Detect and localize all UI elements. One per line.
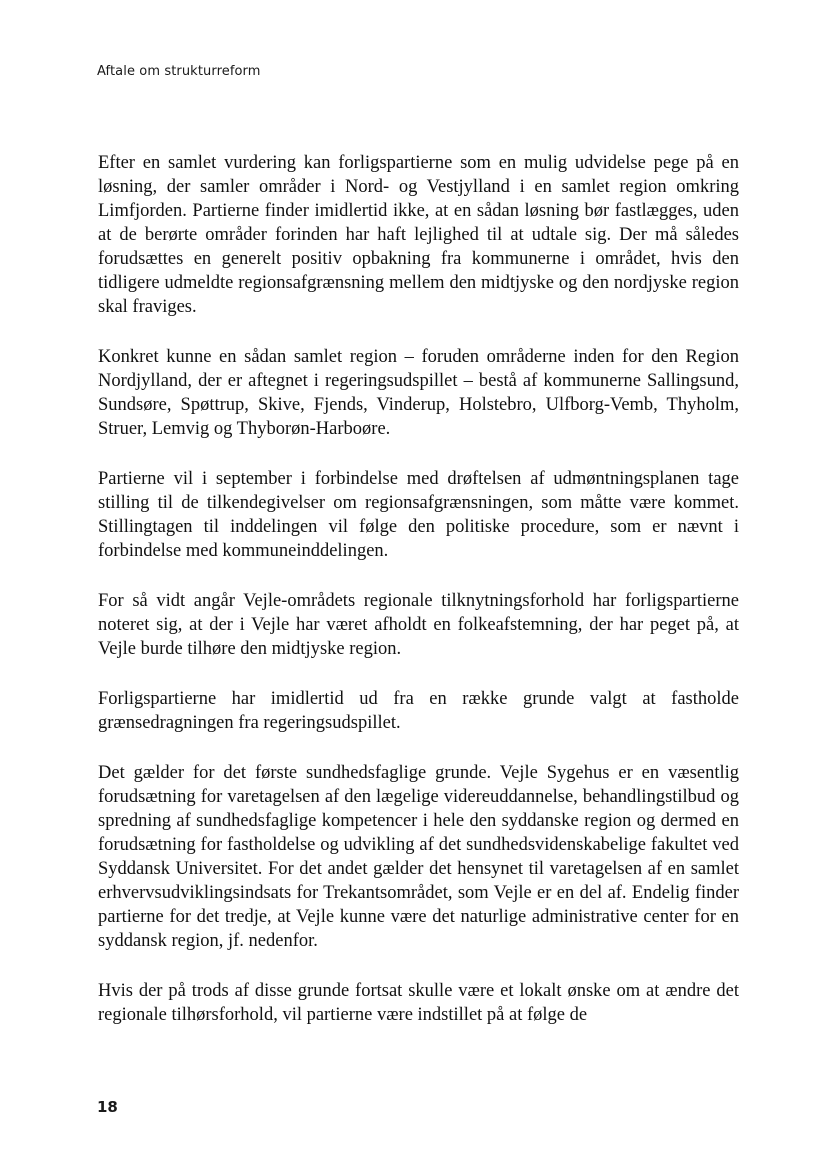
paragraph-vejle-referendum: For så vidt angår Vejle-områdets regionale tilknytningsforhold har forligspartierne noteret sig, at der i Vejle har været afholdt en folkeafstemning, der har peget på, at Vejle burde tilhøre den midtjyske region. bbox=[98, 591, 739, 659]
paragraph-local-wish: Hvis der på trods af disse grunde fortsat skulle være et lokalt ønske om at ændre det regionale tilhørsforhold, vil partierne være indstillet på at følge de bbox=[98, 981, 739, 1025]
paragraph-september-decision: Partierne vil i september i forbindelse med drøftelsen af udmøntningsplanen tage stilling til de tilkendegivelser om regionsafgrænsningen, som måtte være kommet. Stillingtagen til inddelingen vil følge den politiske procedure, som er nævnt i forbindelse med kommuneinddelingen. bbox=[98, 469, 739, 561]
page-number: 18 bbox=[97, 1098, 118, 1116]
paragraph-maintain-boundary: Forligspartierne har imidlertid ud fra en række grunde valgt at fastholde grænsedragningen fra regeringsudspillet. bbox=[98, 689, 739, 733]
paragraph-limfjorden-region: Efter en samlet vurdering kan forligspartierne som en mulig udvidelse pege på en løsning, der samler områder i Nord- og Vestjylland i en samlet region omkring Limfjorden. Partierne finder imidlertid ikke, at en sådan løsning bør fastlægges, uden at de berørte områder forinden har haft lejlighed til at udtale sig. Der må således forudsættes en generelt positiv opbakning fra kommunerne i området, hvis den tidligere udmeldte regionsafgrænsning mellem den midtjyske og den nordjyske region skal fraviges. bbox=[98, 153, 739, 317]
document-body bbox=[98, 151, 739, 1053]
paragraph-region-municipalities: Konkret kunne en sådan samlet region – foruden områderne inden for den Region Nordjylland, der er aftegnet i regeringsudspillet – bestå af kommunerne Sallingsund, Sundsøre, Spøttrup, Skive, Fjends, Vinderup, Holstebro, Ulfborg-Vemb, Thyholm, Struer, Lemvig og Thyborøn-Harboøre. bbox=[98, 347, 739, 439]
paragraph-reasons: Det gælder for det første sundhedsfaglige grunde. Vejle Sygehus er en væsentlig forudsætning for varetagelsen af den lægelige videreuddannelse, behandlingstilbud og spredning af sundhedsfaglige kompetencer i hele den syddanske region og dermed en forudsætning for fastholdelse og udvikling af det sundhedsvidenskabelige fakultet ved Syddansk Universitet. For det andet gælder det hensynet til varetagelsen af en samlet erhvervsudviklingsindsats for Trekantsområdet, som Vejle er en del af. Endelig finder partierne for det tredje, at Vejle kunne være det naturlige administrative center for en syddansk region, jf. nedenfor. bbox=[98, 763, 739, 951]
running-header: Aftale om strukturreform bbox=[97, 64, 261, 79]
